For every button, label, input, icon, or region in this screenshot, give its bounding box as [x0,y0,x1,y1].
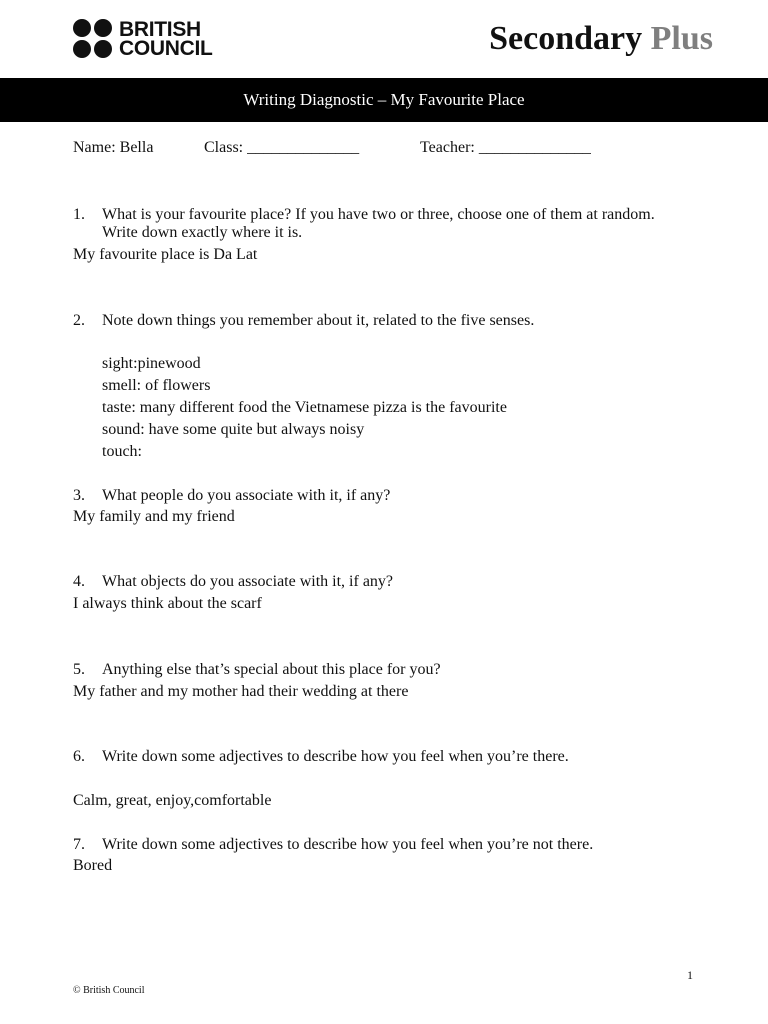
question-1-number: 1. [73,206,85,223]
brand-main: Secondary [489,20,643,57]
question-3-text: What people do you associate with it, if any? [102,487,391,504]
question-6-number: 6. [73,748,85,765]
logo-dots-icon [73,19,112,58]
answer-5: My father and my mother had their wedding at there [73,683,409,700]
sense-sight: sight:pinewood [102,355,201,372]
page-number: 1 [687,968,693,982]
brand-accent: Plus [650,20,713,57]
teacher-field: Teacher: ______________ [420,139,591,156]
copyright-footer: © British Council [73,985,145,996]
question-5-text: Anything else that’s special about this place for you? [102,661,441,678]
answer-7: Bored [73,857,113,874]
sense-sound: sound: have some quite but always noisy [102,421,365,438]
question-5-number: 5. [73,661,85,678]
question-4-text: What objects do you associate with it, if any? [102,573,394,590]
class-field: Class: ______________ [204,139,360,156]
logo-line-2: COUNCIL [119,36,213,60]
logo-wordmark [119,17,213,60]
question-7-text: Write down some adjectives to describe how you feel when you’re not there. [102,836,594,853]
title-banner [0,78,768,122]
secondary-plus-brand [489,20,713,58]
banner-title: Writing Diagnostic – My Favourite Place [243,90,525,109]
british-council-logo [73,19,213,58]
question-2-text: Note down things you remember about it, related to the five senses. [102,312,535,329]
answer-1: My favourite place is Da Lat [73,246,258,263]
question-6-text: Write down some adjectives to describe how you feel when you’re there. [102,748,569,765]
sense-taste: taste: many different food the Vietnamese pizza is the favourite [102,399,507,416]
answer-6: Calm, great, enjoy,comfortable [73,792,272,809]
question-1-line-1: What is your favourite place? If you have two or three, choose one of them at random. [102,206,655,223]
sense-touch: touch: [102,443,142,460]
question-7-number: 7. [73,836,85,853]
answer-4: I always think about the scarf [73,595,262,612]
question-1-line-2: Write down exactly where it is. [102,224,303,241]
student-name: Name: Bella [73,139,154,156]
logo-line-1: BRITISH [119,17,201,41]
answer-3: My family and my friend [73,508,235,525]
question-4-number: 4. [73,573,85,590]
question-3-number: 3. [73,487,85,504]
question-2-number: 2. [73,312,85,329]
sense-smell: smell: of flowers [102,377,211,394]
